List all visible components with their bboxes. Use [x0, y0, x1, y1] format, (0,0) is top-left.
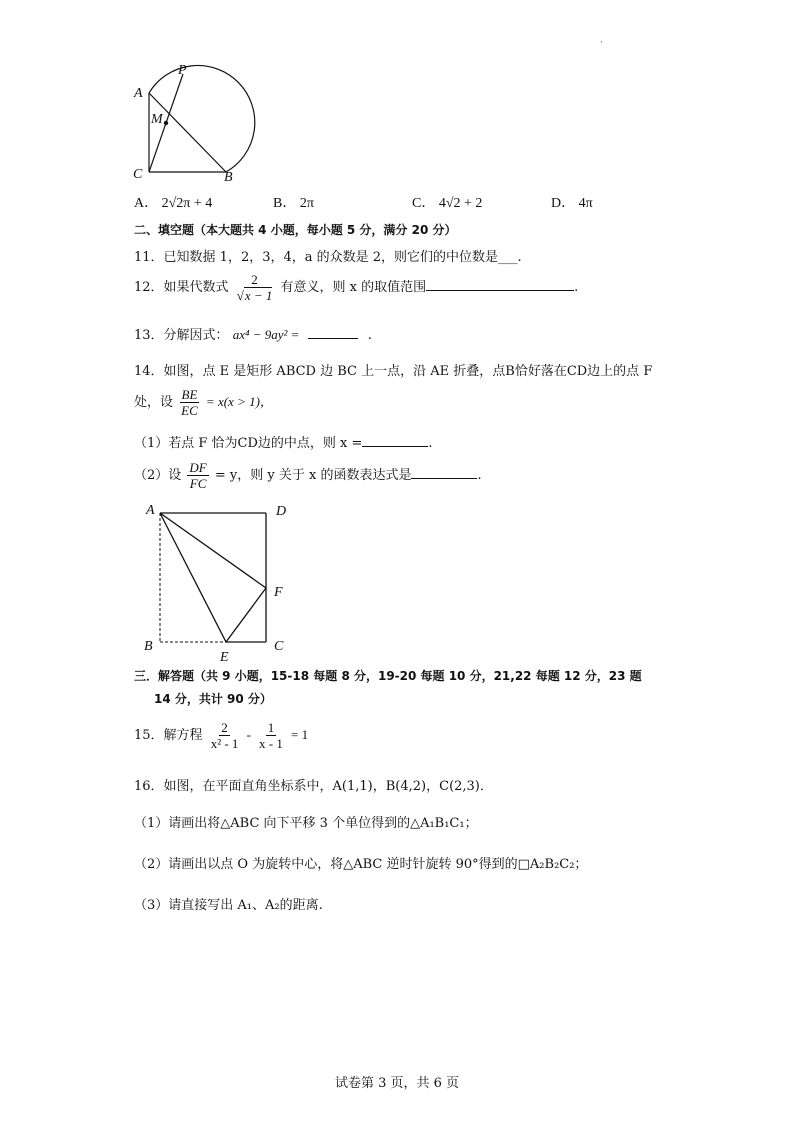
label-a: A	[134, 86, 143, 101]
q14-part1-blank	[362, 434, 428, 447]
question-12: 12．如果代数式 $\frac{2}{√x - 1}$ 有意义，则 x 的取值范围 .	[134, 272, 579, 303]
question-14-part2: （2）设 $\frac{DF}{FC}$ = y，则 y 关于 x 的函数表达式是 .	[134, 460, 482, 491]
q14-fraction-df-fc: $\frac{DF}{FC}$	[189, 460, 207, 491]
option-d-text: 4π	[578, 196, 593, 211]
segment-ab	[149, 93, 226, 172]
q12-answer-blank	[426, 278, 574, 291]
section3-title-line2: 14 分，共计 90 分）	[154, 692, 272, 706]
question-11: 11．已知数据 1，2，3，4，a 的众数是 2，则它们的中位数是___.	[134, 250, 522, 265]
label-m: M	[151, 112, 163, 127]
q15-fraction-2: $\frac{1}{x - 1}$	[259, 720, 283, 751]
question-16-stem: 16．如图，在平面直角坐标系中，A(1,1)，B(4,2)，C(2,3)．	[134, 779, 493, 794]
question-14-part1: （1）若点 F 恰为CD边的中点，则 x = .	[134, 436, 433, 451]
question-16-part1: （1）请画出将△ABC 向下平移 3 个单位得到的△A₁B₁C₁；	[134, 816, 478, 831]
label-e: E	[220, 650, 229, 665]
top-mark: ·	[600, 38, 603, 48]
label-b: B	[224, 170, 233, 185]
segment-ae	[160, 513, 226, 642]
question-14-line2: 处，设 $\frac{BE}{EC}$ = x(x > 1)，	[134, 387, 273, 418]
option-b-text: 2π	[299, 196, 314, 211]
q12-fraction: $\frac{2}{√x - 1}$	[236, 272, 273, 303]
point-m	[164, 121, 168, 125]
q13-expression: ax⁴ − 9ay² =	[232, 327, 300, 342]
option-a-text: 2√2π + 4	[161, 196, 213, 211]
option-c: C． 4√2 + 2	[412, 196, 483, 211]
q14-fraction-be-ec: $\frac{BE}{EC}$	[181, 387, 198, 418]
question-16-part3: （3）请直接写出 A₁、A₂的距离.	[134, 898, 323, 913]
figure-rectangle-fold	[136, 500, 296, 665]
option-c-text: 4√2 + 2	[438, 196, 483, 211]
page-footer: 试卷第 3 页，共 6 页	[334, 1076, 460, 1091]
label-c: C	[274, 639, 284, 654]
label-d: D	[276, 504, 287, 519]
label-a: A	[146, 503, 155, 518]
option-a: A． 2√2π + 4	[134, 196, 213, 211]
section3-title-line1: 三．解答题（共 9 小题，15-18 每题 8 分，19-20 每题 10 分，21,22 每题 12 分，23 题	[134, 669, 642, 683]
figure-circle-triangle	[128, 60, 258, 185]
arc	[149, 65, 255, 172]
option-d: D． 4π	[551, 196, 593, 211]
question-15: 15．解方程 $\frac{2}{\text{x² - 1}}$ - $\frac{1}{x - 1}$ = 1	[134, 720, 309, 751]
question-16-part2: （2）请画出以点 O 为旋转中心，将△ABC 逆时针旋转 90°得到的□A₂B₂C₂；	[134, 857, 588, 872]
question-14-line1: 14．如图，点 E 是矩形 ABCD 边 BC 上一点，沿 AE 折叠，点B恰好落在CD边上的点 F	[134, 364, 653, 379]
label-c: C	[133, 167, 143, 182]
q13-answer-blank	[308, 326, 358, 339]
section2-title: 二、填空题（本大题共 4 小题，每小题 5 分，满分 20 分）	[134, 223, 457, 237]
q15-fraction-1: $\frac{2}{\text{x² - 1}}$	[210, 720, 239, 751]
label-b: B	[144, 639, 153, 654]
segment-fe	[226, 588, 266, 642]
q14-part2-blank	[411, 466, 477, 479]
label-p: P	[178, 63, 187, 78]
option-b: B． 2π	[273, 196, 314, 211]
segment-af	[160, 513, 266, 588]
question-13: 13．分解因式： ax⁴ − 9ay² = .	[134, 327, 372, 343]
label-f: F	[274, 585, 283, 600]
